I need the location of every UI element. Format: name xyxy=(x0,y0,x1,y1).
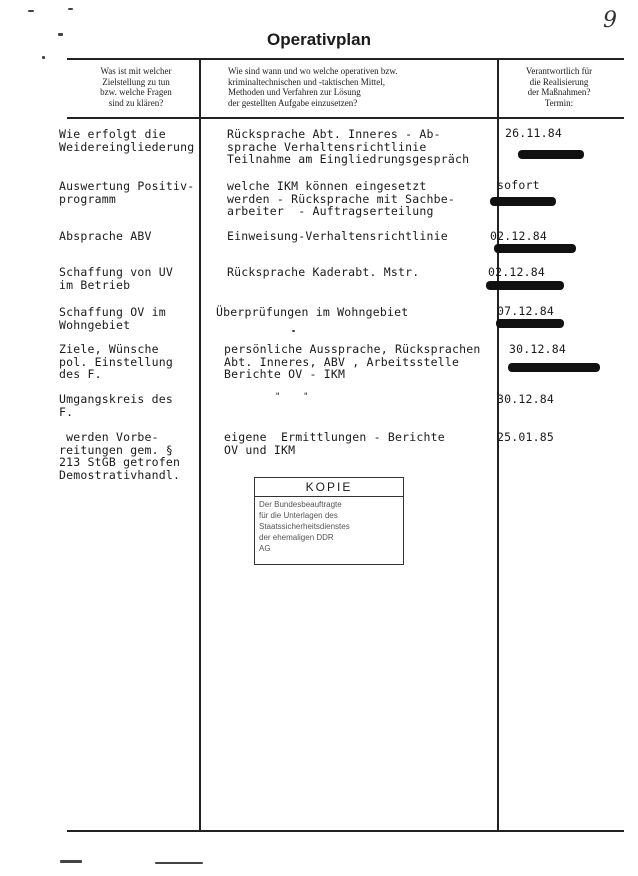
redaction-mark xyxy=(494,244,576,253)
redaction-mark xyxy=(496,319,564,328)
row-8-what: werden Vorbe- reitungen gem. § 213 StGB getrofen Demostrativhandl. xyxy=(59,430,181,482)
stamp-title: KOPIE xyxy=(255,478,403,497)
row-7-date: 30.12.84 xyxy=(497,392,554,406)
archive-stamp xyxy=(254,477,404,565)
page-title: Operativplan xyxy=(267,30,371,49)
row-2-what: Auswertung Positiv- programm xyxy=(59,179,195,206)
row-3-date: 02.12.84 xyxy=(490,229,547,243)
header-how: Wie sind wann und wo welche operativen bzw. kriminaltechnischen und -taktischen Mittel, Methoden und Verfahren zur Lösung der gestellten Aufgabe einzusetzen? xyxy=(228,66,398,108)
redaction-mark xyxy=(518,150,584,159)
row-4-what: Schaffung von UV im Betrieb xyxy=(59,265,173,292)
row-3-what: Absprache ABV xyxy=(59,229,152,243)
row-4-how: Rücksprache Kaderabt. Mstr. xyxy=(227,265,420,279)
row-8-date: 25.01.85 xyxy=(497,430,554,444)
table-top-rule xyxy=(67,58,624,60)
row-6-date: 30.12.84 xyxy=(509,342,566,356)
column-divider-2 xyxy=(497,58,499,831)
row-1-what: Wie erfolgt die Weidereingliederung xyxy=(59,127,195,154)
speck xyxy=(68,8,73,10)
row-1-how: Rücksprache Abt. Inneres - Ab- sprache Verhaltensrichtlinie Teilnahme am Eingliedrungsgespräch xyxy=(227,127,470,166)
row-3-how: Einweisung-Verhaltensrichtlinie xyxy=(227,229,448,243)
row-5-how: Überprüfungen im Wohngebiet xyxy=(216,305,409,319)
speck xyxy=(60,860,82,863)
row-6-what: Ziele, Wünsche pol. Einstellung des F. xyxy=(59,342,173,381)
row-7-what: Umgangskreis des F. xyxy=(59,392,173,419)
row-2-how: welche IKM können eingesetzt werden - Rücksprache mit Sachbe- arbeiter - Auftragserteilung xyxy=(227,179,455,218)
row-7-how: " " xyxy=(275,392,309,402)
row-2-date: sofort xyxy=(497,178,540,192)
stamp-text: Der Bundesbeauftragte für die Unterlagen des Staatssicherheitsdienstes der ehemaligen DDR AG xyxy=(259,500,350,553)
row-6-how: persönliche Aussprache, Rücksprachen Abt. Inneres, ABV , Arbeitsstelle Berichte OV - IKM xyxy=(224,342,481,381)
speck xyxy=(292,330,295,332)
column-divider-1 xyxy=(199,58,201,831)
header-what: Was ist mit welcher Zielstellung zu tun bzw. welche Fragen sind zu klären? xyxy=(100,66,172,108)
speck xyxy=(155,862,203,864)
redaction-mark xyxy=(490,197,556,206)
row-1-date: 26.11.84 xyxy=(505,126,562,140)
header-responsible: Verantwortlich für die Realisierung der Maßnahmen? Termin: xyxy=(525,66,593,108)
speck xyxy=(58,33,63,36)
row-4-date: 02.12.84 xyxy=(488,265,545,279)
row-5-date: 07.12.84 xyxy=(497,304,554,318)
page-number: 9 xyxy=(603,8,617,33)
speck xyxy=(42,56,45,59)
redaction-mark xyxy=(486,281,564,290)
row-8-how: eigene Ermittlungen - Berichte OV und IKM xyxy=(224,430,445,457)
redaction-mark xyxy=(508,363,600,372)
speck xyxy=(28,10,34,12)
table-bottom-rule xyxy=(67,830,624,832)
table-header-rule xyxy=(67,117,624,119)
row-5-what: Schaffung OV im Wohngebiet xyxy=(59,305,166,332)
